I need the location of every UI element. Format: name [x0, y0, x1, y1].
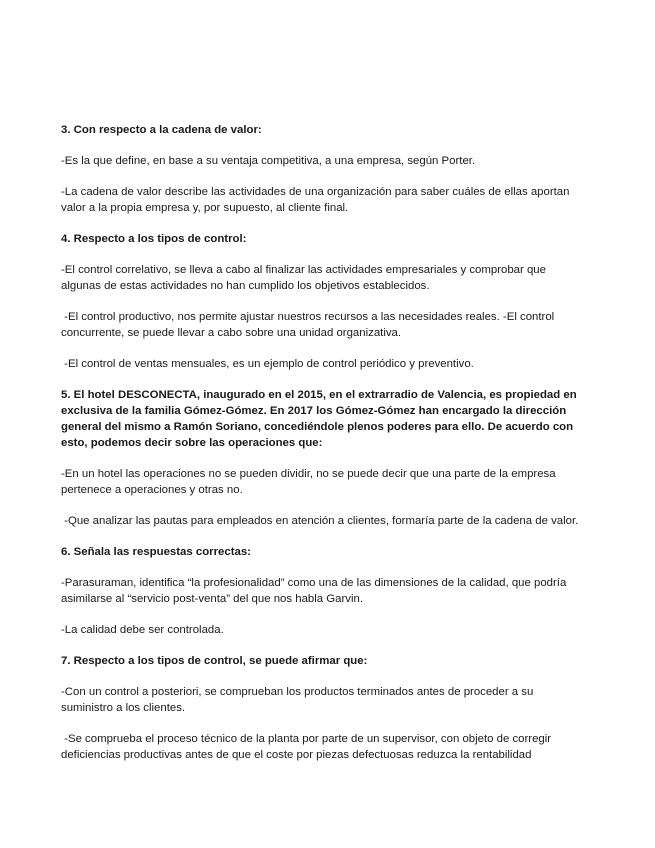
section-3	[61, 122, 586, 216]
answer-item: -La calidad debe ser controlada.	[61, 624, 224, 636]
answer-item: -Que analizar las pautas para empleados en atención a clientes, formaría parte de la cadena de valor.	[61, 515, 579, 527]
answer-item: -Es la que define, en base a su ventaja competitiva, a una empresa, según Porter.	[61, 155, 476, 167]
answer-item: -El control correlativo, se lleva a cabo al finalizar las actividades empresariales y comprobar que algunas de estas actividades no han cumplido los objetivos establecidos.	[61, 264, 546, 292]
section-5	[61, 387, 586, 529]
answer-item: -El control de ventas mensuales, es un ejemplo de control periódico y preventivo.	[61, 358, 474, 370]
answer-item: -Parasuraman, identifica “la profesionalidad” como una de las dimensiones de la calidad, que podría asimilarse al “servicio post-venta” del que nos habla Garvin.	[61, 577, 567, 605]
section-6	[61, 544, 586, 638]
answer-item: -En un hotel las operaciones no se pueden dividir, no se puede decir que una parte de la empresa pertenece a operaciones y otras no.	[61, 468, 556, 496]
section-heading: 5. El hotel DESCONECTA, inaugurado en el 2015, en el extrarradio de Valencia, es propiedad en exclusiva de la familia Gómez-Gómez. En 2017 los Gómez-Gómez han encargado la dirección general del mismo a Ramón Soriano, concediéndole plenos poderes para ello. De acuerdo con esto, podemos decir sobre las operaciones que:	[61, 389, 577, 449]
document-page	[61, 122, 586, 778]
section-4	[61, 231, 586, 372]
answer-item: -La cadena de valor describe las actividades de una organización para saber cuáles de ellas aportan valor a la propia empresa y, por supuesto, al cliente final.	[61, 186, 570, 214]
section-7	[61, 653, 586, 763]
section-heading: 7. Respecto a los tipos de control, se puede afirmar que:	[61, 655, 368, 667]
section-heading: 6. Señala las respuestas correctas:	[61, 546, 251, 558]
answer-item: -Con un control a posteriori, se comprueban los productos terminados antes de proceder a su suministro a los clientes.	[61, 686, 534, 714]
answer-item: -Se comprueba el proceso técnico de la planta por parte de un supervisor, con objeto de corregir deficiencias productivas antes de que el coste por piezas defectuosas reduzca la rentabilidad	[61, 733, 555, 761]
section-heading: 4. Respecto a los tipos de control:	[61, 233, 247, 245]
section-heading: 3. Con respecto a la cadena de valor:	[61, 124, 262, 136]
answer-item: -El control productivo, nos permite ajustar nuestros recursos a las necesidades reales. -El control concurrente, se puede llevar a cabo sobre una unidad organizativa.	[61, 311, 558, 339]
